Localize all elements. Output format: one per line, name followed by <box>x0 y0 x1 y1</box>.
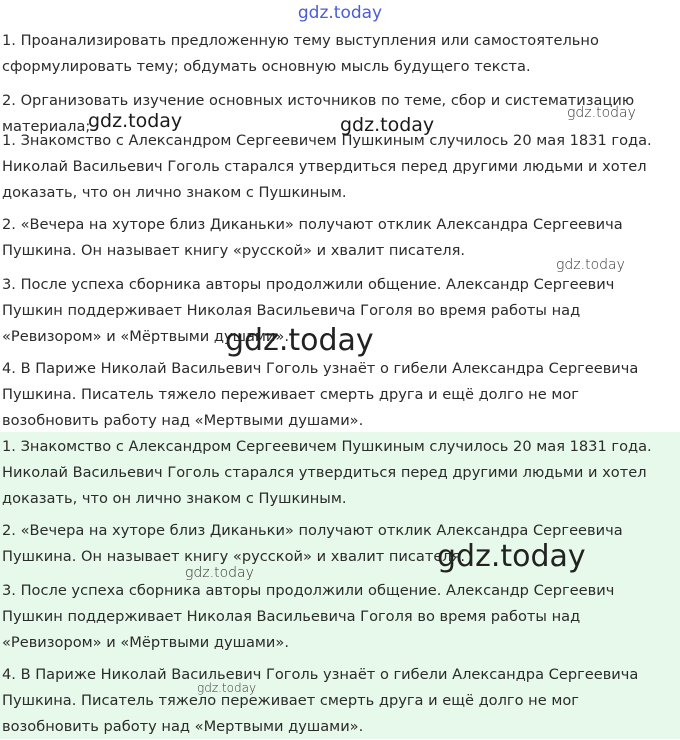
answer-first-item-2: 2. «Вечера на хуторе близ Диканьки» получают отклик Александра Сергеевича Пушкина. Он называет книгу «русской» и хвалит писателя. <box>2 216 623 259</box>
watermark: gdz.today <box>197 681 257 695</box>
answer-first-item-3: 3. После успеха сборника авторы продолжили общение. Александр Сергеевич Пушкин поддерживает Николая Васильевича Гоголя во время работы над «Ревизором» и «Мёртвыми душами». <box>2 276 615 345</box>
watermark: gdz.today <box>437 539 586 574</box>
answer-second-item-1: 1. Знакомство с Александром Сергеевичем Пушкиным случилось 20 мая 1831 года. Николай Васильевич Гоголь старался утвердиться перед другими людьми и хотел доказать, что он лично знаком с Пушкиным. <box>2 438 652 507</box>
site-logo[interactable]: gdz.today <box>297 3 383 23</box>
answer-second-item-2: 2. «Вечера на хуторе близ Диканьки» получают отклик Александра Сергеевича Пушкина. Он называет книгу «русской» и хвалит писателя. <box>2 522 623 565</box>
answer-second-item-4: 4. В Париже Николай Васильевич Гоголь узнаёт о гибели Александра Сергеевича Пушкина. Писатель тяжело переживает смерть друга и ещё долго не мог возобновить работу над «Мертвыми душами». <box>2 666 639 735</box>
watermark: gdz.today <box>340 114 435 136</box>
watermark: gdz.today <box>556 257 625 273</box>
answer-first-item-4: 4. В Париже Николай Васильевич Гоголь узнаёт о гибели Александра Сергеевича Пушкина. Писатель тяжело переживает смерть друга и ещё долго не мог возобновить работу над «Мертвыми душами». <box>2 360 639 429</box>
intro-step-1: 1. Проанализировать предложенную тему выступления или самостоятельно сформулировать тему; обдумать основную мысль будущего текста. <box>2 32 599 75</box>
watermark: gdz.today <box>225 323 374 358</box>
answer-first-item-1: 1. Знакомство с Александром Сергеевичем Пушкиным случилось 20 мая 1831 года. Николай Васильевич Гоголь старался утвердиться перед другими людьми и хотел доказать, что он лично знаком с Пушкиным. <box>2 132 652 201</box>
watermark: gdz.today <box>88 110 183 132</box>
watermark: gdz.today <box>185 565 254 581</box>
answer-second-item-3: 3. После успеха сборника авторы продолжили общение. Александр Сергеевич Пушкин поддерживает Николая Васильевича Гоголя во время работы над «Ревизором» и «Мёртвыми душами». <box>2 582 615 651</box>
intro-step-2: 2. Организовать изучение основных источников по теме, сбор и систематизацию материала; <box>2 92 635 135</box>
watermark: gdz.today <box>567 105 636 121</box>
